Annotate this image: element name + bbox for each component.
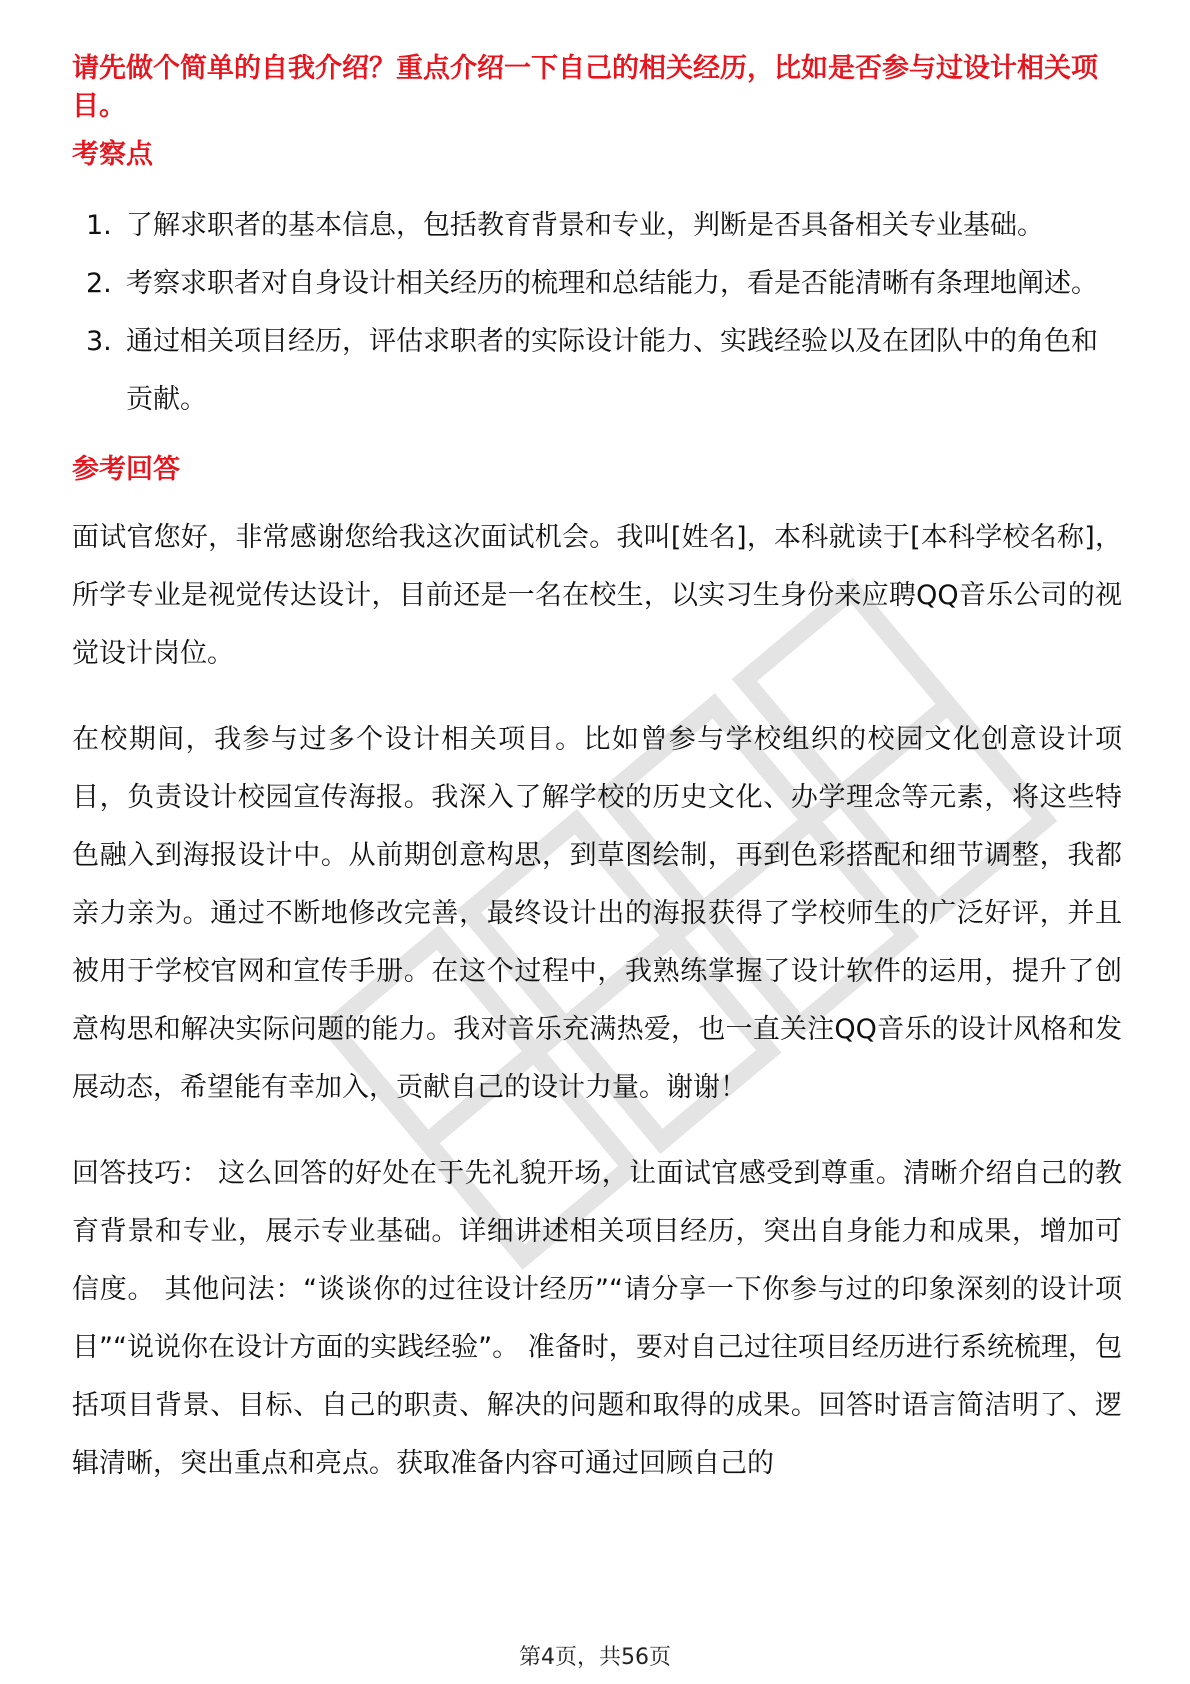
question-heading: 请先做个简单的自我介绍？重点介绍一下自己的相关经历，比如是否参与过设计相关项目。 [72,53,1098,122]
list-item-number: 3. [86,326,112,357]
list-item-text: 通过相关项目经历，评估求职者的实际设计能力、实践经验以及在团队中的角色和贡献。 [126,326,1098,415]
list-item-text: 了解求职者的基本信息，包括教育背景和专业，判断是否具备相关专业基础。 [126,210,1044,241]
answer-title: 参考回答 [72,454,180,485]
list-item-number: 2. [86,268,112,299]
list-item [72,197,1122,255]
answer-paragraph: 面试官您好，非常感谢您给我这次面试机会。我叫[姓名]，本科就读于[本科学校名称]，所学专业是视觉传达设计，目前还是一名在校生，以实习生身份来应聘QQ音乐公司的视觉设计岗位。 [72,522,1122,669]
list-item [72,313,1122,429]
document-page [72,50,1122,1493]
exam-points-list [72,197,1122,429]
list-item [72,255,1122,313]
list-item-number: 1. [86,210,112,241]
exam-points-title: 考察点 [72,139,153,170]
answer-tips-paragraph: 回答技巧： 这么回答的好处在于先礼貌开场，让面试官感受到尊重。清晰介绍自己的教育背景和专业，展示专业基础。详细讲述相关项目经历，突出自身能力和成果，增加可信度。 其他问法：“谈谈你的过往设计经历”“请分享一下你参与过的印象深刻的设计项目”“说说你在设计方面的实践经验”。 准备时，要对自己过往项目经历进行系统梳理，包括项目背景、目标、自己的职责、解决的问题和取得的成果。回答时语言简洁明了、逻辑清晰，突出重点和亮点。获取准备内容可通过回顾自己的 [72,1158,1122,1479]
page-number-footer: 第4页，共56页 [519,1645,671,1670]
list-item-text: 考察求职者对自身设计相关经历的梳理和总结能力，看是否能清晰有条理地阐述。 [126,268,1098,299]
answer-paragraph: 在校期间，我参与过多个设计相关项目。比如曾参与学校组织的校园文化创意设计项目，负责设计校园宣传海报。我深入了解学校的历史文化、办学理念等元素，将这些特色融入到海报设计中。从前期创意构思，到草图绘制，再到色彩搭配和细节调整，我都亲力亲为。通过不断地修改完善，最终设计出的海报获得了学校师生的广泛好评，并且被用于学校官网和宣传手册。在这个过程中，我熟练掌握了设计软件的运用，提升了创意构思和解决实际问题的能力。我对音乐充满热爱，也一直关注QQ音乐的设计风格和发展动态，希望能有幸加入，贡献自己的设计力量。谢谢！ [72,724,1122,1103]
